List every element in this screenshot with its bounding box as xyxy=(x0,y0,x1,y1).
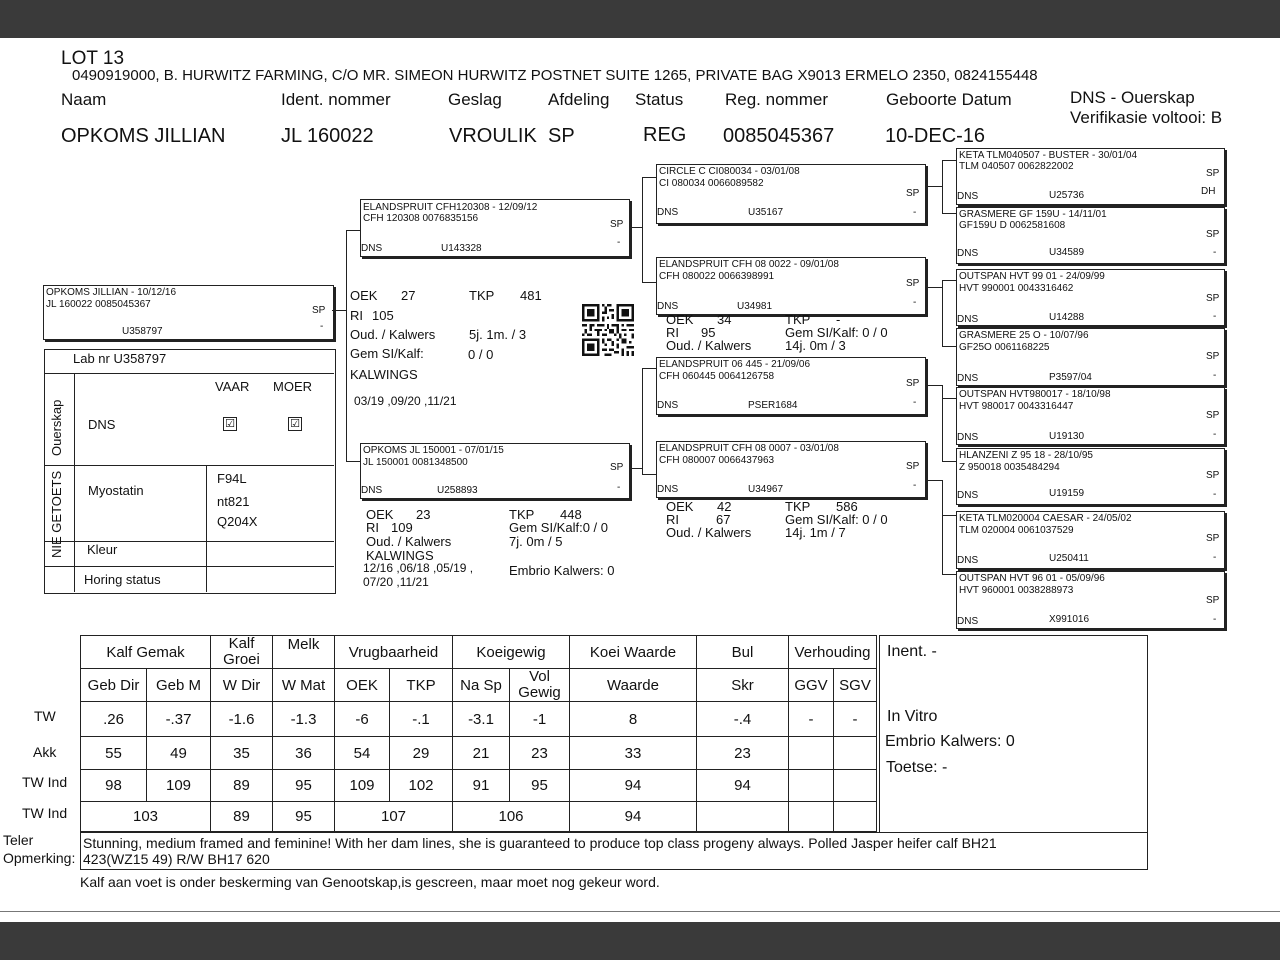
gp-ri-label: RI xyxy=(666,325,679,340)
gp-lab: U35167 xyxy=(748,207,784,218)
bottom-bar xyxy=(0,922,1280,960)
in-vitro-label: In Vitro xyxy=(887,708,938,725)
dam-tkp-value: 448 xyxy=(560,507,582,522)
animal-dash: - xyxy=(320,321,324,332)
sire-oud-label: Oud. / Kalwers xyxy=(350,327,436,342)
connector xyxy=(942,574,956,575)
gp-line2: CFH 080022 0066398991 xyxy=(659,271,775,282)
gp-dash: - xyxy=(913,397,917,408)
dam-sp: SP xyxy=(610,462,624,473)
lab-nr: Lab nr U358797 xyxy=(73,351,167,366)
twind-cell: 95 xyxy=(273,770,335,802)
group-header: Verhouding xyxy=(789,636,877,669)
ggp-sp: SP xyxy=(1206,351,1220,362)
value-reg: 0085045367 xyxy=(723,125,835,147)
dam-gem: Gem SI/Kalf:0 / 0 xyxy=(509,520,608,535)
sub-header-line: Vol xyxy=(529,668,550,686)
dam-lab: U258893 xyxy=(437,485,478,496)
group-header: Melk xyxy=(273,636,335,669)
ggp-dash: - xyxy=(1213,614,1217,625)
gp-sp: SP xyxy=(906,378,920,389)
row-label: TW Ind xyxy=(22,774,68,790)
gp-oud-label: Oud. / Kalwers xyxy=(666,525,752,540)
akk-cell: 49 xyxy=(147,737,211,770)
value-geboorte: 10-DEC-16 xyxy=(885,125,986,147)
twind-cell xyxy=(834,770,877,802)
sire-tkp-label: TKP xyxy=(469,288,495,303)
owner-line: 0490919000, B. HURWITZ FARMING, C/O MR. SIMEON HURWITZ POSTNET SUITE 1265, PRIVATE BAG X9013 ERMELO 2350, 0824155448 xyxy=(72,67,1038,84)
label-ident: Ident. nommer xyxy=(281,90,391,109)
ggp-sp: SP xyxy=(1206,470,1220,481)
sub-header: Waarde xyxy=(570,669,697,702)
sire-line1: ELANDSPRUIT CFH120308 - 12/09/12 xyxy=(363,202,538,213)
ggp-lab: U25736 xyxy=(1049,190,1085,201)
dam-oek-label: OEK xyxy=(366,507,394,522)
sire-kalwings-label: KALWINGS xyxy=(350,367,418,382)
row-label: TW xyxy=(34,708,56,724)
connector xyxy=(942,515,956,516)
ggp-lab: X991016 xyxy=(1049,614,1090,625)
moer-check-icon: ☑ xyxy=(288,417,302,431)
great-grandparent-box xyxy=(956,571,1225,629)
top-bar xyxy=(0,0,1280,38)
twind-cell: 89 xyxy=(211,770,273,802)
dam-oek-value: 23 xyxy=(416,507,431,522)
gp-lab: U34981 xyxy=(737,301,773,312)
gp-sp: SP xyxy=(906,278,920,289)
sire-tkp-value: 481 xyxy=(520,288,542,303)
ggp-dns: DNS xyxy=(957,555,979,566)
ggp-dns: DNS xyxy=(957,432,979,443)
ggp-line1: OUTSPAN HVT980017 - 18/10/98 xyxy=(959,389,1111,400)
value-ident: JL 160022 xyxy=(281,125,374,147)
ggp-sp: SP xyxy=(1206,595,1220,606)
divider xyxy=(44,465,334,466)
akk-cell: 36 xyxy=(273,737,335,770)
dam-kalwings-label: KALWINGS xyxy=(366,548,434,563)
gp-lab: PSER1684 xyxy=(748,400,798,411)
gp-dns: DNS xyxy=(657,207,679,218)
gp-dns: DNS xyxy=(657,400,679,411)
label-dns-ouerskap: DNS - Ouerskap xyxy=(1070,88,1195,107)
gp-dash: - xyxy=(913,207,917,218)
gp-tkp-label: TKP xyxy=(785,499,811,514)
akk-cell xyxy=(834,737,877,770)
great-grandparent-box xyxy=(956,269,1225,326)
ggp-line1: GRASMERE GF 159U - 14/11/01 xyxy=(959,209,1107,220)
tw-cell: -1 xyxy=(510,702,570,737)
dam-tkp-label: TKP xyxy=(509,507,535,522)
grandparent-box xyxy=(656,257,926,315)
group-header-line: Groei xyxy=(223,651,260,668)
sub-header-line: Gewig xyxy=(518,684,561,701)
animal-sp: SP xyxy=(312,305,326,316)
connector xyxy=(642,282,656,283)
kleur-label: Kleur xyxy=(87,542,118,557)
gp-dns: DNS xyxy=(657,301,679,312)
sire-oek-value: 27 xyxy=(401,288,416,303)
connector xyxy=(942,160,943,214)
myostatin-value: nt821 xyxy=(217,494,250,509)
ggp-line2: HVT 960001 0038288973 xyxy=(959,585,1074,596)
myostatin-value: Q204X xyxy=(217,514,258,529)
gp-sp: SP xyxy=(906,461,920,472)
ggp-line1: OUTSPAN HVT 96 01 - 05/09/96 xyxy=(959,573,1105,584)
gp-line2: CI 080034 0066089582 xyxy=(659,178,764,189)
twind-cell: 109 xyxy=(335,770,390,802)
twind-cell: 91 xyxy=(453,770,510,802)
ggp-line2: HVT 980017 0043316447 xyxy=(959,401,1074,412)
connector xyxy=(942,213,956,214)
sub-header: OEK xyxy=(335,669,390,702)
dam-embrio: Embrio Kalwers: 0 xyxy=(509,563,615,578)
sire-oud-value: 5j. 1m. / 3 xyxy=(469,327,527,342)
label-geslag: Geslag xyxy=(448,90,502,109)
gp-oud-value: 14j. 0m / 3 xyxy=(785,338,846,353)
tw-cell: -1.3 xyxy=(273,702,335,737)
grandparent-box xyxy=(656,441,926,498)
gp-tkp-value: - xyxy=(836,312,841,327)
twind-cell: 94 xyxy=(697,770,789,802)
value-naam: OPKOMS JILLIAN xyxy=(61,125,226,147)
tw-cell: -.4 xyxy=(697,702,789,737)
ggp-dash: - xyxy=(1213,370,1217,381)
gp-ri-value: 95 xyxy=(701,325,716,340)
toetse-label: Toetse: - xyxy=(886,759,948,776)
dam-ri-value: 109 xyxy=(391,520,413,535)
ggp-line1: KETA TLM040507 - BUSTER - 30/01/04 xyxy=(959,150,1138,161)
connector xyxy=(628,468,642,469)
divider xyxy=(206,465,207,592)
akk-cell: 29 xyxy=(390,737,453,770)
comment-text: Stunning, medium framed and feminine! With her dam lines, she is guaranteed to produce top class progeny always. Polled Jasper heifer calf BH21 xyxy=(83,835,997,851)
connector xyxy=(942,280,956,281)
connector xyxy=(942,398,956,399)
dns-label: DNS xyxy=(88,417,116,432)
akk-cell: 21 xyxy=(453,737,510,770)
sire-lab: U143328 xyxy=(441,243,482,254)
row-label: Akk xyxy=(33,744,57,760)
grandparent-box xyxy=(656,357,926,415)
twind-cell: 102 xyxy=(390,770,453,802)
connector xyxy=(942,280,943,347)
label-status: Status xyxy=(635,90,684,109)
gp-gem: Gem SI/Kalf: 0 / 0 xyxy=(785,325,888,340)
tw-cell: -6 xyxy=(335,702,390,737)
ggp-line2: Z 950018 0035484294 xyxy=(959,462,1060,473)
ggp-dash: - xyxy=(1213,489,1217,500)
label-afdeling: Afdeling xyxy=(548,90,610,109)
dam-ri-label: RI xyxy=(366,520,379,535)
akk-cell: 23 xyxy=(697,737,789,770)
gp-oek-label: OEK xyxy=(666,312,694,327)
great-grandparent-box xyxy=(956,511,1225,569)
group-header: Kalf Gemak xyxy=(81,636,211,669)
inent-label: Inent. - xyxy=(887,643,937,660)
great-grandparent-box xyxy=(956,207,1225,264)
connector xyxy=(642,368,656,369)
dam-oud-value: 7j. 0m / 5 xyxy=(509,534,563,549)
sire-sp: SP xyxy=(610,219,624,230)
twind-cell: 94 xyxy=(570,770,697,802)
divider xyxy=(44,373,334,374)
gp-line1: ELANDSPRUIT 06 445 - 21/09/06 xyxy=(659,359,811,370)
sire-line2: CFH 120308 0076835156 xyxy=(363,213,479,224)
twind2-cell: 107 xyxy=(335,802,453,832)
twind2-cell xyxy=(789,802,834,832)
ggp-dash: - xyxy=(1213,552,1217,563)
gp-tkp-label: TKP xyxy=(785,312,811,327)
ggp-lab: U19130 xyxy=(1049,431,1085,442)
connector xyxy=(942,385,943,462)
twind2-cell: 94 xyxy=(570,802,697,832)
divider xyxy=(44,566,334,567)
connector xyxy=(924,186,942,187)
gp-ri-label: RI xyxy=(666,512,679,527)
gp-ri-value: 67 xyxy=(716,512,731,527)
connector xyxy=(642,368,643,475)
group-header-line: Kalf xyxy=(228,635,255,653)
grandparent-box xyxy=(656,164,926,224)
great-grandparent-box xyxy=(956,448,1225,505)
ggp-dns: DNS xyxy=(957,616,979,627)
ggp-line2: TLM 040507 0062822002 xyxy=(959,161,1074,172)
akk-cell xyxy=(789,737,834,770)
ebv-table xyxy=(80,635,877,832)
dam-kalwings-2: 07/20 ,11/21 xyxy=(363,575,429,589)
connector xyxy=(642,177,643,283)
ggp-dns: DNS xyxy=(957,191,979,202)
sub-header: W Dir xyxy=(211,669,273,702)
great-grandparent-box xyxy=(956,387,1225,445)
ggp-sp: SP xyxy=(1206,533,1220,544)
myostatin-label: Myostatin xyxy=(88,483,144,498)
connector xyxy=(628,227,642,228)
group-header xyxy=(211,636,273,669)
gp-oek-label: OEK xyxy=(666,499,694,514)
twind2-cell: 106 xyxy=(453,802,570,832)
divider xyxy=(74,373,75,592)
sire-oek-label: OEK xyxy=(350,288,378,303)
ggp-lab: U34589 xyxy=(1049,247,1085,258)
ggp-line2: HVT 990001 0043316462 xyxy=(959,283,1074,294)
twind-cell xyxy=(789,770,834,802)
gp-lab: U34967 xyxy=(748,484,784,495)
comment-text: 423(WZ15 49) R/W BH17 620 xyxy=(83,851,270,867)
connector xyxy=(924,480,942,481)
footer-note: Kalf aan voet is onder beskerming van Genootskap,is gescreen, maar moet nog gekeur word. xyxy=(80,874,660,890)
label-geboorte: Geboorte Datum xyxy=(886,90,1012,109)
ggp-line2: GF159U D 0062581608 xyxy=(959,220,1066,231)
sire-dns: DNS xyxy=(361,243,383,254)
ggp-dns: DNS xyxy=(957,490,979,501)
gp-dash: - xyxy=(913,480,917,491)
label-verifikasie: Verifikasie voltooi: B xyxy=(1070,108,1223,127)
dam-box xyxy=(360,443,630,499)
ggp-line1: HLANZENI Z 95 18 - 28/10/95 xyxy=(959,450,1093,461)
sire-dash: - xyxy=(617,237,621,248)
myostatin-value: F94L xyxy=(217,471,247,486)
akk-cell: 33 xyxy=(570,737,697,770)
ggp-dns: DNS xyxy=(957,314,979,325)
twind-cell: 98 xyxy=(81,770,147,802)
twind2-cell: 89 xyxy=(211,802,273,832)
connector xyxy=(924,385,942,386)
connector xyxy=(346,230,347,462)
great-grandparent-box xyxy=(956,148,1225,205)
sire-ri-label: RI xyxy=(350,308,363,323)
ggp-line1: OUTSPAN HVT 99 01 - 24/09/99 xyxy=(959,271,1105,282)
label-naam: Naam xyxy=(61,90,107,109)
sub-header: W Mat xyxy=(273,669,335,702)
animal-line2: JL 160022 0085045367 xyxy=(46,299,151,310)
gp-oek-value: 34 xyxy=(717,312,732,327)
tw-cell: -.1 xyxy=(390,702,453,737)
connector xyxy=(346,230,360,231)
sub-header: Na Sp xyxy=(453,669,510,702)
dam-line2: JL 150001 0081348500 xyxy=(363,457,468,468)
twind-cell: 95 xyxy=(510,770,570,802)
animal-lab: U358797 xyxy=(122,326,163,337)
sire-gem-value: 0 / 0 xyxy=(468,347,494,362)
connector xyxy=(942,461,956,462)
label-reg: Reg. nommer xyxy=(725,90,828,109)
row-label: TW Ind xyxy=(22,805,68,821)
lot-number: LOT 13 xyxy=(61,48,125,69)
sire-gem-label: Gem SI/Kalf: xyxy=(350,346,424,361)
gp-gem: Gem SI/Kalf: 0 / 0 xyxy=(785,512,888,527)
connector xyxy=(642,474,656,475)
akk-cell: 55 xyxy=(81,737,147,770)
tw-cell: - xyxy=(789,702,834,737)
animal-box xyxy=(43,285,334,340)
twind-cell: 109 xyxy=(147,770,211,802)
sub-header: GGV xyxy=(789,669,834,702)
ggp-line2: TLM 020004 0061037529 xyxy=(959,525,1074,536)
value-geslag: VROULIK xyxy=(449,125,537,147)
ggp-sp: SP xyxy=(1206,410,1220,421)
sire-kalwings-value: 03/19 ,09/20 ,11/21 xyxy=(354,394,457,408)
teler-label: Teler xyxy=(3,832,34,848)
vaar-check-icon: ☑ xyxy=(223,417,237,431)
gp-sp: SP xyxy=(906,188,920,199)
twind2-cell xyxy=(697,802,789,832)
dam-dns: DNS xyxy=(361,485,383,496)
ggp-sp: SP xyxy=(1206,168,1220,179)
gp-line1: CIRCLE C CI080034 - 03/01/08 xyxy=(659,166,800,177)
gp-oek-value: 42 xyxy=(717,499,732,514)
gp-tkp-value: 586 xyxy=(836,499,858,514)
gp-dns: DNS xyxy=(657,484,679,495)
connector xyxy=(346,461,360,462)
value-afdeling: SP xyxy=(548,125,575,147)
connector xyxy=(942,346,956,347)
ggp-dash: DH xyxy=(1201,186,1216,197)
ggp-line1: GRASMERE 25 O - 10/07/96 xyxy=(959,330,1089,341)
great-grandparent-box xyxy=(956,328,1225,386)
sire-ri-value: 105 xyxy=(372,308,394,323)
ggp-dash: - xyxy=(1213,311,1217,322)
tw-cell: - xyxy=(834,702,877,737)
sub-header: Geb M xyxy=(147,669,211,702)
divider xyxy=(0,911,1280,912)
connector xyxy=(924,287,942,288)
connector xyxy=(942,160,956,161)
sub-header xyxy=(510,669,570,702)
dam-kalwings-1: 12/16 ,06/18 ,05/19 , xyxy=(363,561,474,575)
group-header: Koei Waarde xyxy=(570,636,697,669)
ggp-lab: P3597/04 xyxy=(1049,372,1092,383)
gp-line2: CFH 080007 0066437963 xyxy=(659,455,775,466)
akk-cell: 54 xyxy=(335,737,390,770)
connector xyxy=(332,310,346,311)
tw-cell: -1.6 xyxy=(211,702,273,737)
nie-getoets-label: NIE GETOETS xyxy=(49,470,64,558)
ggp-lab: U14288 xyxy=(1049,312,1085,323)
sire-box xyxy=(360,199,630,257)
tw-cell: -.37 xyxy=(147,702,211,737)
tw-cell: -3.1 xyxy=(453,702,510,737)
moer-label: MOER xyxy=(273,379,312,394)
akk-cell: 23 xyxy=(510,737,570,770)
animal-line1: OPKOMS JILLIAN - 10/12/16 xyxy=(46,287,177,298)
value-status: REG xyxy=(643,124,687,146)
tw-cell: 8 xyxy=(570,702,697,737)
ggp-sp: SP xyxy=(1206,229,1220,240)
group-header: Vrugbaarheid xyxy=(335,636,453,669)
ggp-dns: DNS xyxy=(957,248,979,259)
gp-dash: - xyxy=(913,297,917,308)
group-header: Koeigewig xyxy=(453,636,570,669)
dam-line1: OPKOMS JL 150001 - 07/01/15 xyxy=(363,445,504,456)
dam-dash: - xyxy=(617,482,621,493)
sub-header: Geb Dir xyxy=(81,669,147,702)
ggp-line1: KETA TLM020004 CAESAR - 24/05/02 xyxy=(959,513,1132,524)
connector xyxy=(642,177,656,178)
gp-line2: CFH 060445 0064126758 xyxy=(659,371,775,382)
gp-line1: ELANDSPRUIT CFH 08 0007 - 03/01/08 xyxy=(659,443,839,454)
ggp-lab: U19159 xyxy=(1049,488,1085,499)
ggp-line2: GF25O 0061168225 xyxy=(959,342,1050,353)
opmerking-label: Opmerking: xyxy=(3,850,76,866)
gp-oud-value: 14j. 1m / 7 xyxy=(785,525,846,540)
gp-line1: ELANDSPRUIT CFH 08 0022 - 09/01/08 xyxy=(659,259,839,270)
ggp-lab: U250411 xyxy=(1049,553,1089,564)
ggp-dash: - xyxy=(1213,247,1217,258)
gp-oud-label: Oud. / Kalwers xyxy=(666,338,752,353)
dam-oud-label: Oud. / Kalwers xyxy=(366,534,452,549)
twind2-cell xyxy=(834,802,877,832)
sub-header: TKP xyxy=(390,669,453,702)
embrio-label: Embrio Kalwers: 0 xyxy=(885,733,1015,750)
sub-header: Skr xyxy=(697,669,789,702)
ggp-sp: SP xyxy=(1206,293,1220,304)
vaar-label: VAAR xyxy=(215,379,250,394)
twind2-cell: 95 xyxy=(273,802,335,832)
ggp-dash: - xyxy=(1213,429,1217,440)
group-header: Bul xyxy=(697,636,789,669)
twind2-cell: 103 xyxy=(81,802,211,832)
ggp-dns: DNS xyxy=(957,373,979,384)
tw-cell: .26 xyxy=(81,702,147,737)
connector xyxy=(942,480,943,575)
sub-header: SGV xyxy=(834,669,877,702)
qr-code-icon xyxy=(582,304,634,356)
horing-label: Horing status xyxy=(84,572,161,587)
akk-cell: 35 xyxy=(211,737,273,770)
ouerskap-label: Ouerskap xyxy=(49,399,64,456)
